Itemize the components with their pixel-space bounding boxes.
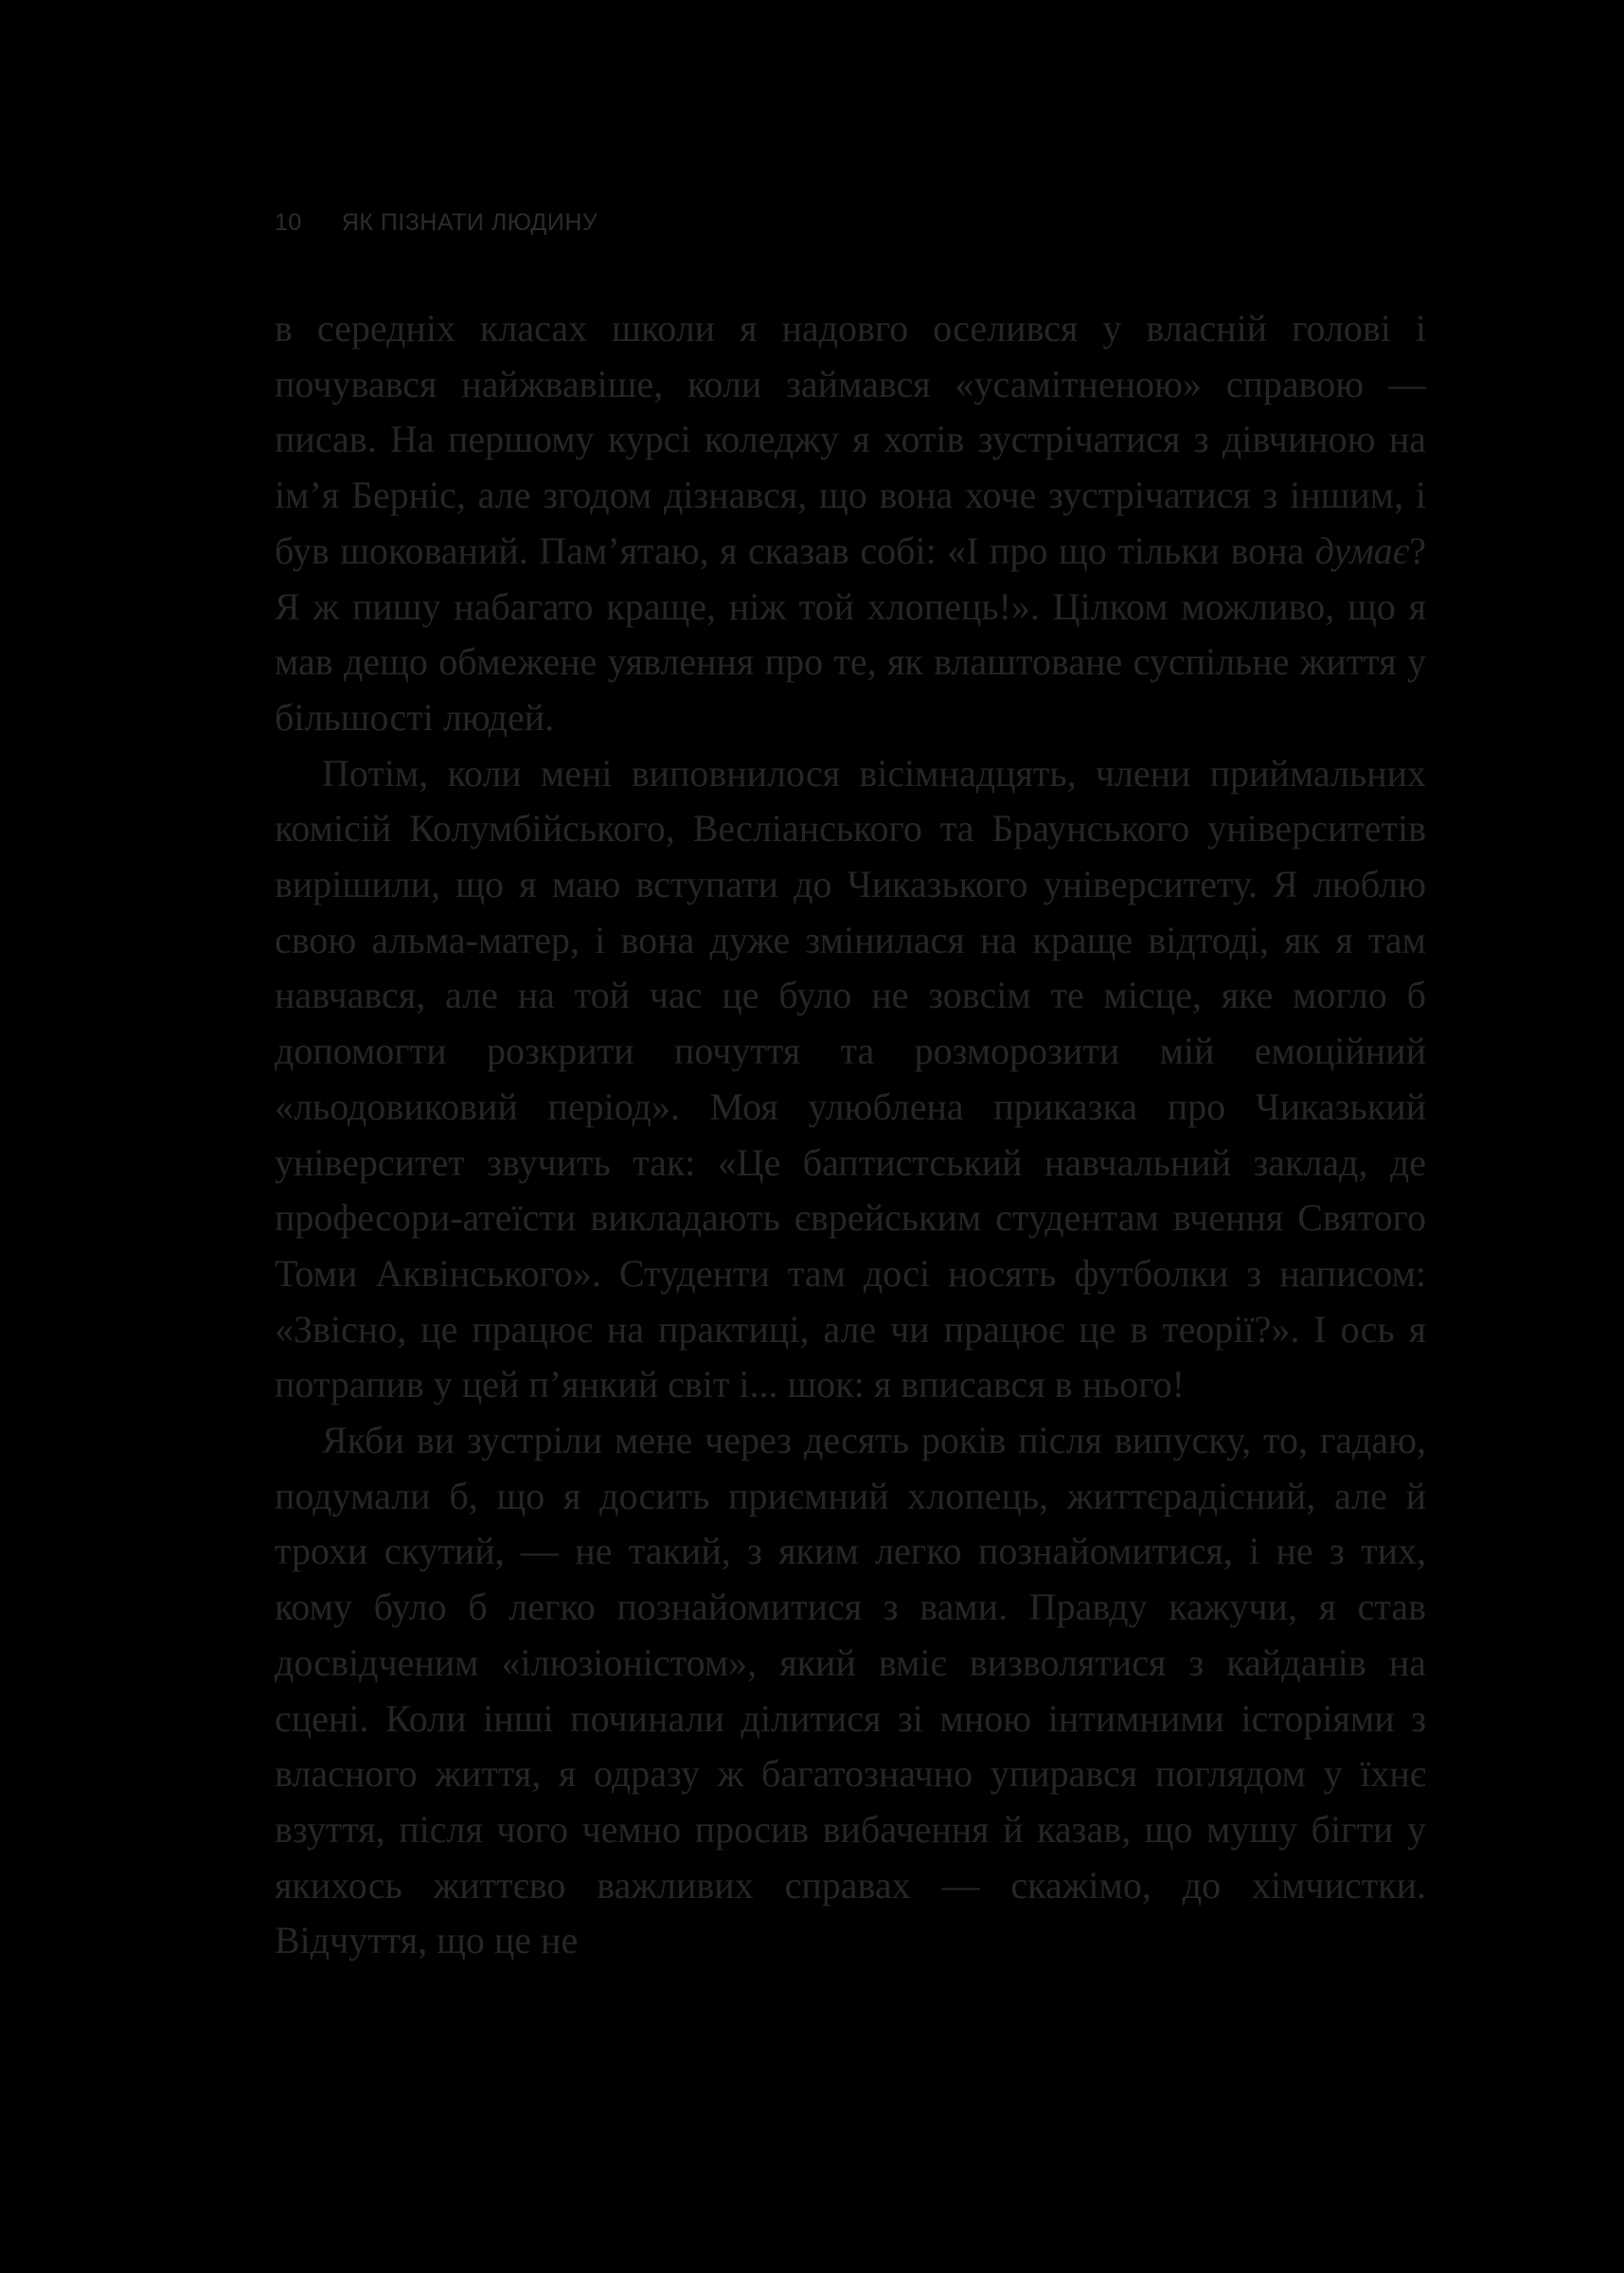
running-head	[275, 206, 598, 239]
book-title: ЯК ПІЗНАТИ ЛЮДИНУ	[341, 208, 598, 236]
page-number: 10	[275, 208, 302, 236]
paragraph-1-text-start: в середніх класах школи я надовго оселився у власній голові і почувався найжвавіше, коли займався «усамітненою» справою — писав. На першому курсі коледжу я хотів зустрічатися з дівчиною на ім’я Берніс, але згодом дізнався, що вона хоче зустрічатися з іншим, і був шокований. Пам’ятаю, я сказав собі: «І про що тільки вона	[275, 307, 1426, 572]
paragraph-2: Потім, коли мені виповнилося вісімнадцять, члени приймальних комісій Колумбійського, Весліанського та Браунського університетів вирішили, що я маю вступати до Чиказького університету. Я люблю свою альма-матер, і вона дуже змінилася на краще відтоді, як я там навчався, але на той час це було не зовсім те місце, яке могло б допомогти розкрити почуття та розморозити мій емоційний «льодовиковий період». Моя улюблена приказка про Чиказький університет звучить так: «Це баптистський навчальний заклад, де професори-атеїсти викладають єврейським студентам вчення Святого Томи Аквінського». Студенти там досі носять футболки з написом: «Звісно, це працює на практиці, але чи працює це в теорії?». І ось я потрапив у цей п’янкий світ і... шок: я вписався в нього!	[275, 751, 1426, 1406]
paragraph-3: Якби ви зустріли мене через десять років після випуску, то, гадаю, подумали б, що я досить приємний хлопець, життєрадісний, але й трохи скутий, — не такий, з яким легко познайомитися, і не з тих, кому було б легко познайомитися з вами. Правду кажучи, я став досвідченим «ілюзіоністом», який вміє визволятися з кайданів на сцені. Коли інші починали ділитися зі мною інтимними історіями з власного життя, я одразу ж багатозначно упирався поглядом у їхнє взуття, після чого чемно просив вибачення й казав, що мушу бігти у якихось життєво важливих справах — скажімо, до хімчистки. Відчуття, що це не	[275, 1419, 1426, 1962]
paragraph-1	[275, 301, 1426, 746]
body-text	[275, 301, 1426, 1969]
paragraph-1-text-end: ? Я ж пишу набагато краще, ніж той хлопець!». Цілком можливо, що я мав дещо обмежене уявлення про те, як влаштоване суспільне життя у більшості людей.	[275, 528, 1426, 739]
emphasized-word: думає	[1314, 528, 1410, 572]
